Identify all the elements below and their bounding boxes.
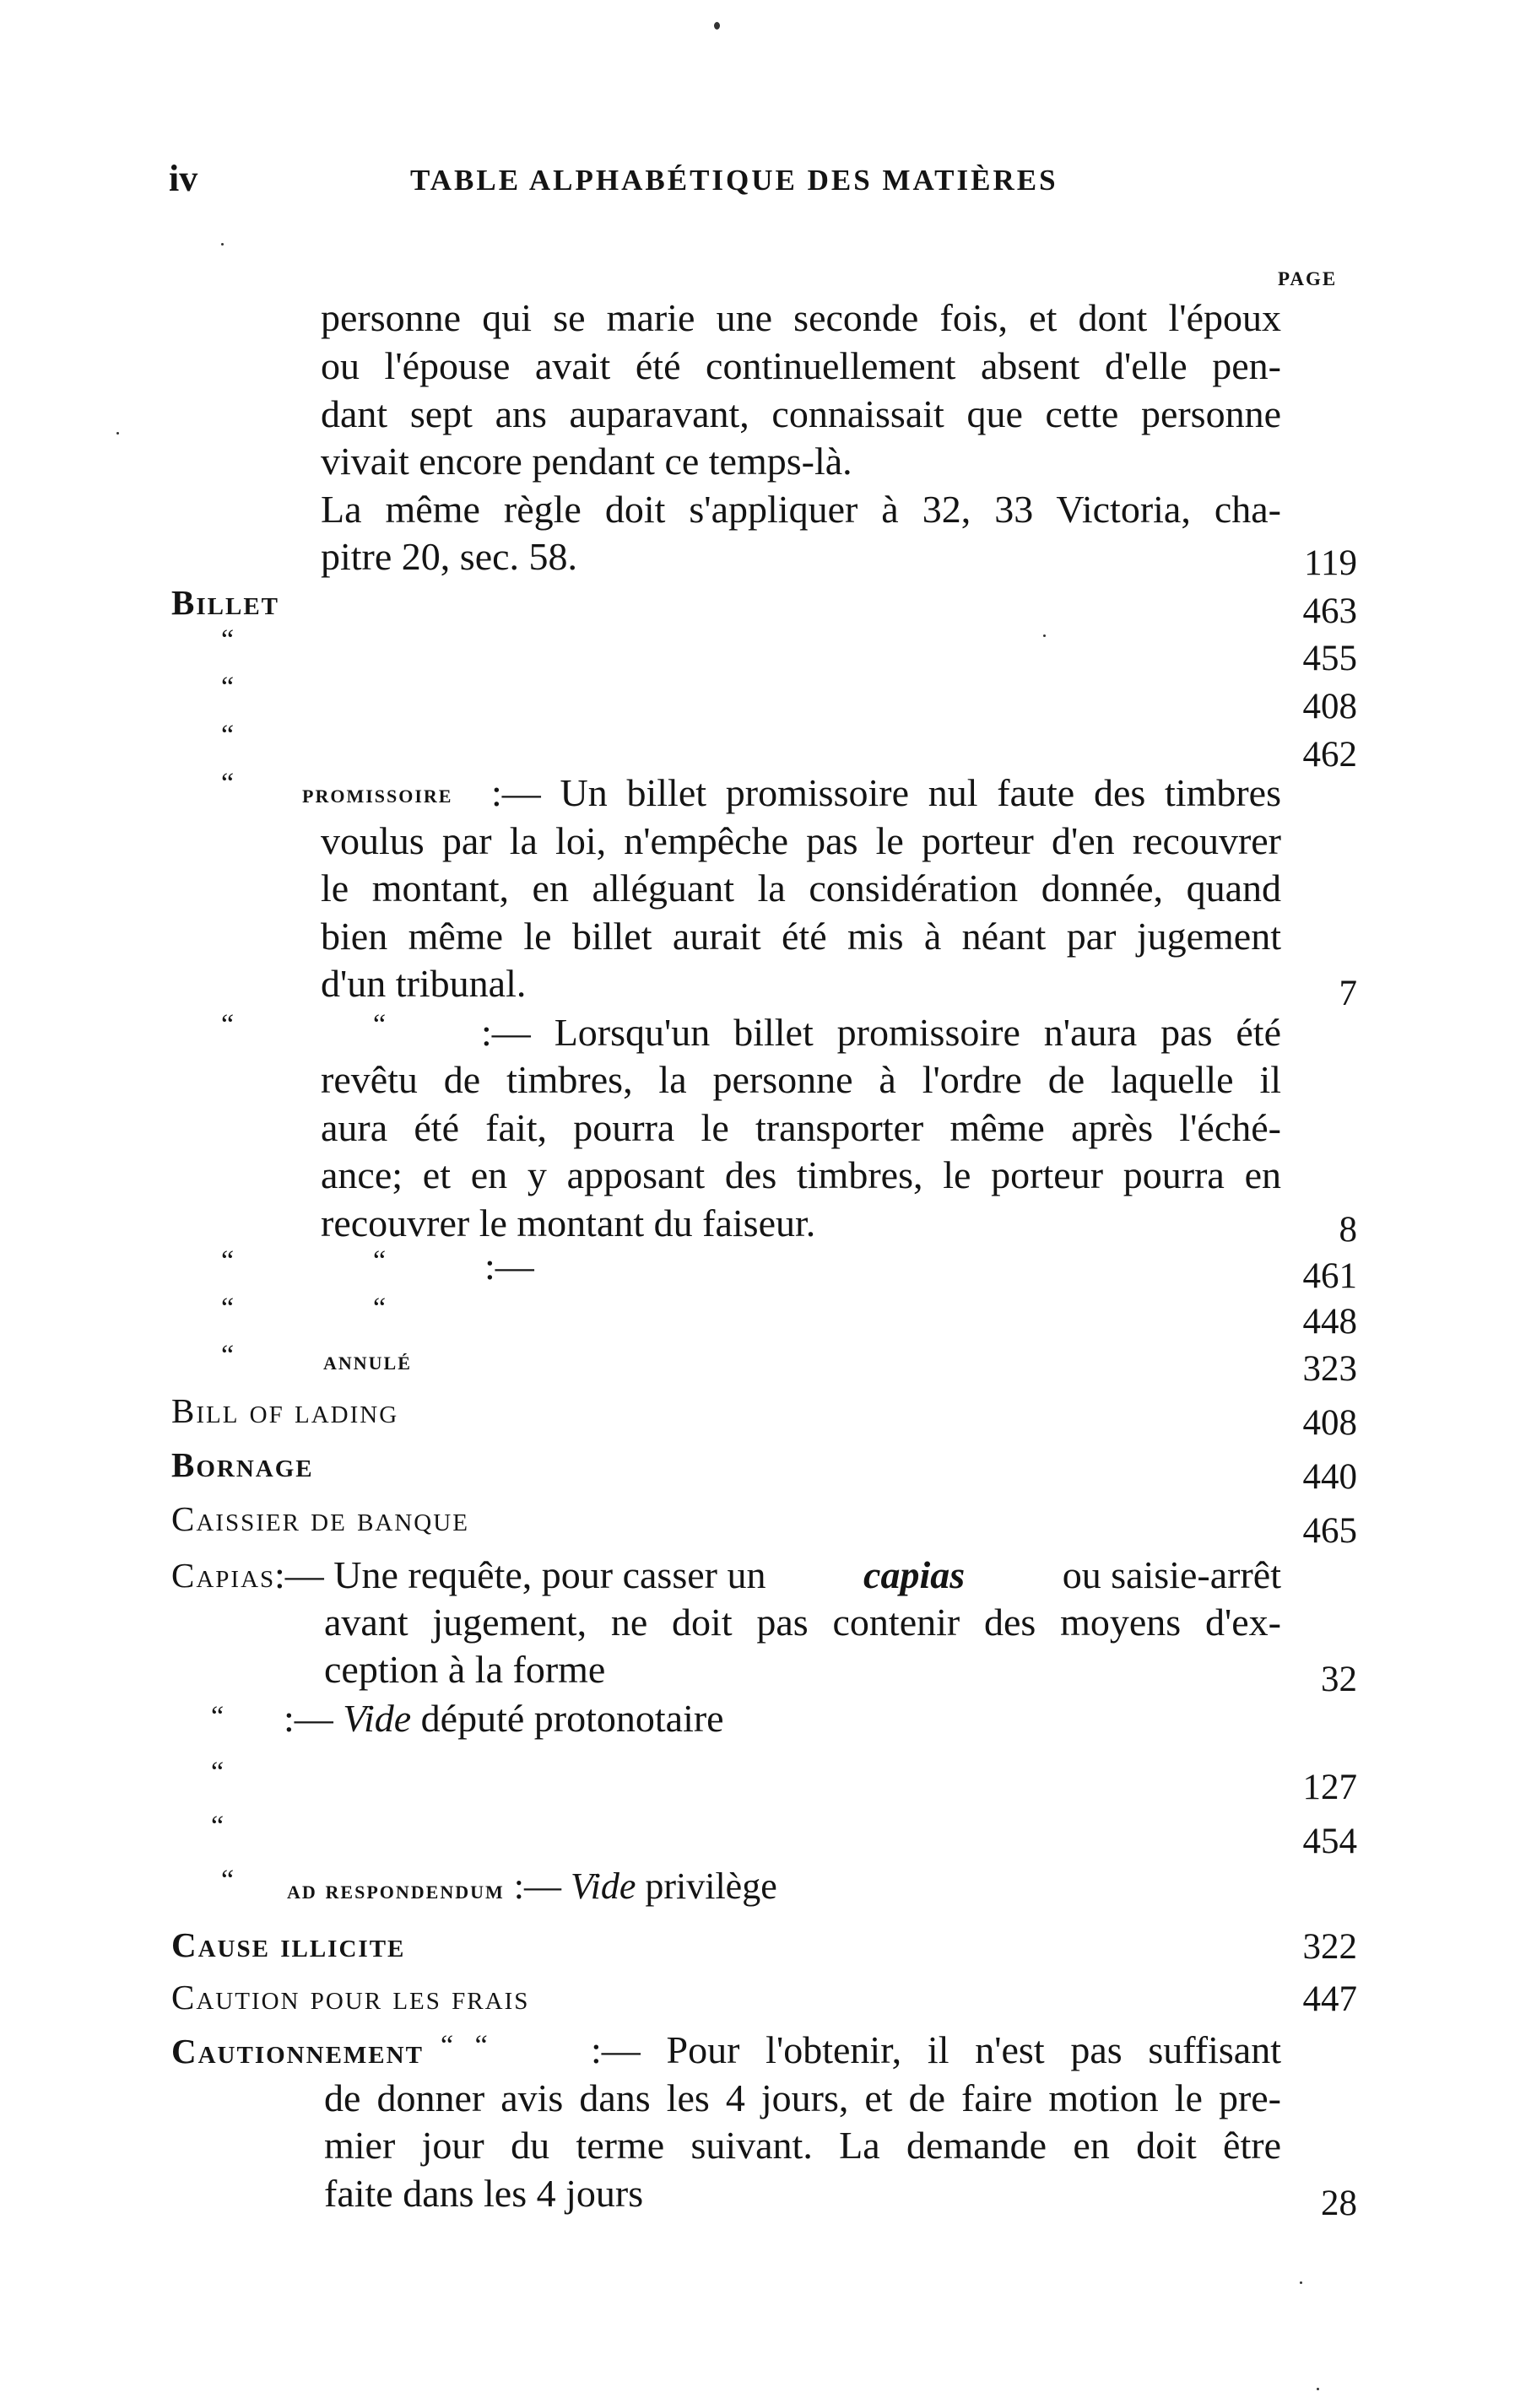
ditto-marks: “ “: [441, 2030, 488, 2061]
print-speck: [116, 432, 119, 435]
text-line: avant jugement, ne doit pas contenir des moyens d'ex-: [324, 1601, 1281, 1644]
page-ref: 119: [1304, 543, 1357, 583]
text-line: personne qui se marie une seconde fois, et dont l'époux: [321, 296, 1281, 339]
entry-bornage: Bornage: [171, 1445, 314, 1484]
page-ref: 7: [1339, 974, 1357, 1013]
text-line: bien même le billet aurait été mis à néant par jugement: [321, 915, 1281, 958]
page-ref: 322: [1302, 1927, 1357, 1967]
capias-vide-line: [284, 1696, 724, 1741]
ditto-mark: “: [221, 768, 235, 799]
entry-capias: Capias: [171, 1556, 276, 1595]
entry-caissier-de-banque: Caissier de banque: [171, 1499, 469, 1538]
sub-entry-promissoire: promissoire: [302, 778, 453, 808]
page-ref: 8: [1339, 1210, 1357, 1250]
ditto-mark: “: [221, 672, 235, 703]
page-ref: 465: [1302, 1511, 1357, 1551]
page-ref: 127: [1302, 1768, 1357, 1807]
ditto-mark: “: [221, 1245, 235, 1277]
ditto-mark: “: [221, 624, 235, 656]
text-line: :— Un billet promissoire nul faute des timbres: [491, 771, 1281, 814]
print-speck: [221, 243, 224, 246]
ditto-mark: “: [211, 1811, 225, 1842]
text-line: faite dans les 4 jours: [324, 2172, 644, 2215]
page-ref: 408: [1302, 687, 1357, 726]
ditto-mark: “: [373, 1245, 387, 1277]
entry-cautionnement: Cautionnement: [171, 2032, 424, 2071]
page-ref: 463: [1302, 591, 1357, 631]
ditto-mark: “: [211, 1701, 225, 1732]
text-line: ception à la forme: [324, 1648, 606, 1691]
capias-ad-line: [287, 1865, 777, 1908]
text-line: ance; et en y apposant des timbres, le porteur pourra en: [321, 1153, 1281, 1196]
print-speck: [1300, 2281, 1302, 2284]
text-dash: :—: [513, 1865, 571, 1907]
page-ref: 448: [1302, 1302, 1357, 1342]
ditto-mark: “: [221, 1865, 235, 1896]
entry-billet: Billet: [171, 583, 280, 622]
text-line: mier jour du terme suivant. La demande en doit être: [324, 2124, 1281, 2167]
text-dash: :—: [484, 1244, 534, 1288]
text-line: revêtu de timbres, la personne à l'ordre de laquelle il: [321, 1058, 1281, 1101]
page-ref: 447: [1302, 1979, 1357, 2019]
text-line: pitre 20, sec. 58.: [321, 535, 578, 578]
page-ref: 454: [1302, 1822, 1357, 1861]
page-ref: 455: [1302, 639, 1357, 678]
ditto-mark: “: [221, 720, 235, 751]
ditto-mark: “: [221, 1340, 235, 1371]
print-speck: [1043, 634, 1046, 637]
page-ref: 28: [1321, 2184, 1357, 2223]
page-number: iv: [169, 158, 198, 199]
text-line: vivait encore pendant ce temps-là.: [321, 440, 852, 483]
italic-term: capias: [863, 1553, 966, 1596]
text-line: :— Pour l'obtenir, il n'est pas suffisant: [591, 2028, 1281, 2071]
page-title: TABLE ALPHABÉTIQUE DES MATIÈRES: [410, 164, 1058, 197]
page-ref: 440: [1302, 1457, 1357, 1497]
ditto-mark: “: [221, 1009, 235, 1040]
page-ref: 323: [1302, 1349, 1357, 1389]
text-fragment: privilège: [636, 1865, 777, 1907]
text-line: dant sept ans auparavant, connaissait que cette personne: [321, 392, 1281, 435]
entry-caution-pour-les-frais: Caution pour les frais: [171, 1978, 530, 2017]
text-line: de donner avis dans les 4 jours, et de faire motion le pre-: [324, 2076, 1281, 2119]
vide-term: Vide: [343, 1697, 412, 1740]
ditto-mark: “: [373, 1009, 387, 1040]
page-column-label: PAGE: [1278, 268, 1338, 289]
print-speck: [1317, 2388, 1319, 2390]
page-ref: 32: [1321, 1660, 1357, 1699]
page-ref: 461: [1302, 1256, 1357, 1296]
text-line: d'un tribunal.: [321, 962, 527, 1005]
text-line: :— Lorsqu'un billet promissoire n'aura pas été: [481, 1011, 1281, 1054]
sub-entry-annule: annulé: [323, 1345, 412, 1375]
text-line: le montant, en alléguant la considération donnée, quand: [321, 867, 1281, 910]
text-line: ou l'épouse avait été continuellement absent d'elle pen-: [321, 344, 1281, 387]
text-fragment: ou saisie-arrêt: [1062, 1553, 1281, 1596]
entry-bill-of-lading: Bill of lading: [171, 1391, 399, 1430]
text-line: voulus par la loi, n'empêche pas le porteur d'en recouvrer: [321, 819, 1281, 862]
print-speck: [714, 22, 720, 30]
vide-term: Vide: [570, 1865, 636, 1907]
text-fragment: député protonotaire: [411, 1697, 724, 1740]
ditto-mark: “: [221, 1293, 235, 1324]
page-ref: 408: [1302, 1403, 1357, 1443]
text-line: La même règle doit s'appliquer à 32, 33 Victoria, cha-: [321, 488, 1281, 531]
text-line: recouvrer le montant du faiseur.: [321, 1201, 816, 1244]
sub-entry-ad-respondendum: ad respondendum: [287, 1875, 505, 1904]
ditto-mark: “: [373, 1293, 387, 1324]
text-dash: :—: [284, 1697, 344, 1740]
entry-cause-illicite: Cause illicite: [171, 1925, 406, 1964]
text-fragment: :— Une requête, pour casser un: [274, 1553, 766, 1596]
capias-line-1: [274, 1552, 1281, 1597]
page-ref: 462: [1302, 735, 1357, 775]
text-line: aura été fait, pourra le transporter même après l'éché-: [321, 1106, 1281, 1149]
ditto-mark: “: [211, 1757, 225, 1788]
